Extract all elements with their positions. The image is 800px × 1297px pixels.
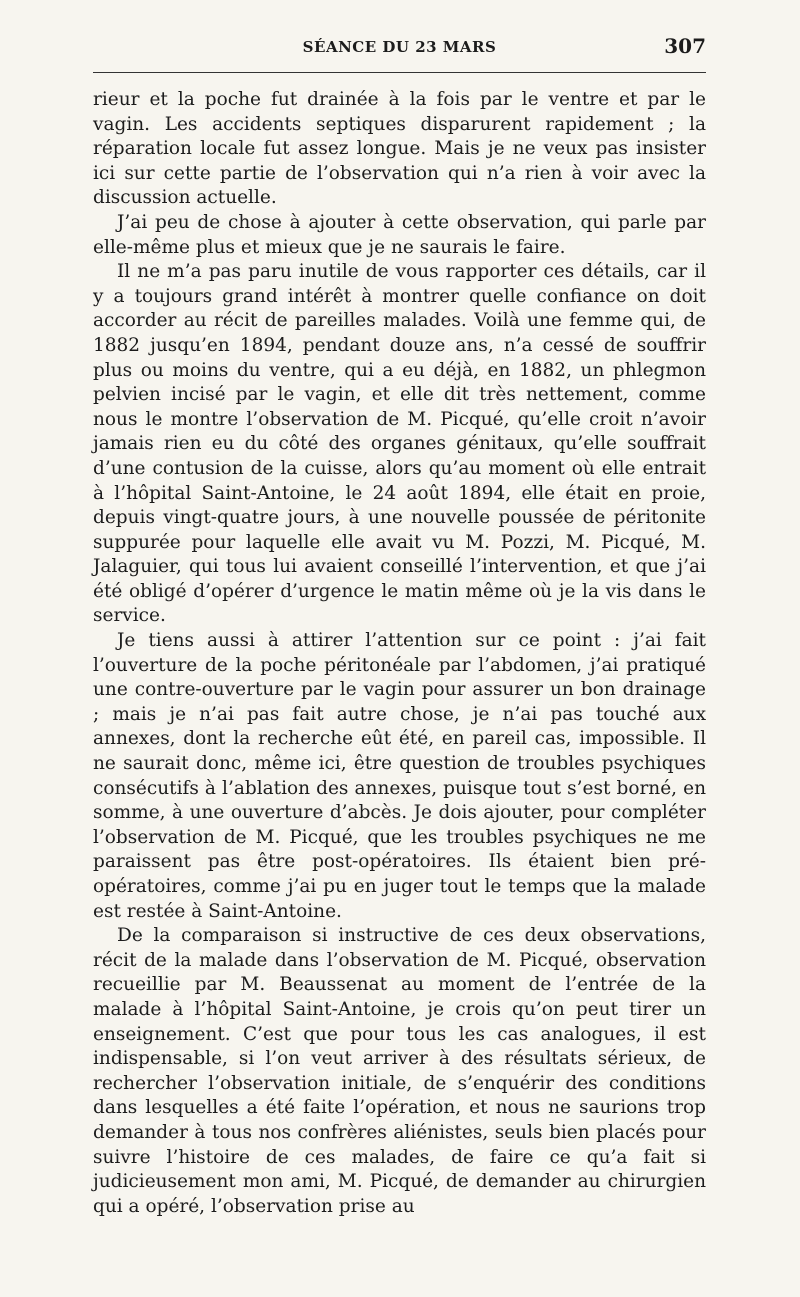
paragraph: J’ai peu de chose à ajouter à cette observation, qui parle par elle-même plus et mieux que je ne saurais le faire. xyxy=(93,211,706,258)
header-rule xyxy=(93,72,706,73)
body-text xyxy=(93,88,706,1219)
page-number: 307 xyxy=(664,34,706,58)
paragraph: rieur et la poche fut drainée à la fois par le ventre et par le vagin. Les accidents septiques disparurent rapidement ; la réparation locale fut assez longue. Mais je ne veux pas insister ici sur cette partie de l’observation qui n’a rien à voir avec la discussion actuelle. xyxy=(93,89,706,209)
page-header xyxy=(93,32,706,62)
paragraph: De la comparaison si instructive de ces deux observations, récit de la malade dans l’observation de M. Picqué, observation recueillie par M. Beaussenat au moment de l’entrée de la malade à l’hôpital Saint-Antoine, je crois qu’on peut tirer un enseignement. C’est que pour tous les cas analogues, il est indispensable, si l’on veut arriver à des résultats sérieux, de rechercher l’observation initiale, de s’enquérir des conditions dans lesquelles a été faite l’opération, et nous ne saurions trop demander à tous nos confrères aliénistes, seuls bien placés pour suivre l’histoire de ces malades, de faire ce qu’a fait si judicieusement mon ami, M. Picqué, de demander au chirurgien qui a opéré, l’observation prise au xyxy=(93,925,706,1217)
running-title: SÉANCE DU 23 MARS xyxy=(302,38,497,56)
paragraph: Je tiens aussi à attirer l’attention sur ce point : j’ai fait l’ouverture de la poche péritonéale par l’abdomen, j’ai pratiqué une contre-ouverture par le vagin pour assurer un bon drainage ; mais je n’ai pas fait autre chose, je n’ai pas touché aux annexes, dont la recherche eût été, en pareil cas, impossible. Il ne saurait donc, même ici, être question de troubles psychiques consécutifs à l’ablation des annexes, puisque tout s’est borné, en somme, à une ouverture d’abcès. Je dois ajouter, pour compléter l’observation de M. Picqué, que les troubles psychiques ne me paraissent pas être post-opératoires. Ils étaient bien pré-opératoires, comme j’ai pu en juger tout le temps que la malade est restée à Saint-Antoine. xyxy=(93,630,706,922)
paragraph: Il ne m’a pas paru inutile de vous rapporter ces détails, car il y a toujours grand intérêt à montrer quelle confiance on doit accorder au récit de pareilles malades. Voilà une femme qui, de 1882 jusqu’en 1894, pendant douze ans, n’a cessé de souffrir plus ou moins du ventre, qui a eu déjà, en 1882, un phlegmon pelvien incisé par le vagin, et elle dit très nettement, comme nous le montre l’observation de M. Picqué, qu’elle croit n’avoir jamais rien eu du côté des organes génitaux, qu’elle souffrait d’une contusion de la cuisse, alors qu’au moment où elle entrait à l’hôpital Saint-Antoine, le 24 août 1894, elle était en proie, depuis vingt-quatre jours, à une nouvelle poussée de péritonite suppurée pour laquelle elle avait vu M. Pozzi, M. Picqué, M. Jalaguier, qui tous lui avaient conseillé l’intervention, et que j’ai été obligé d’opérer d’urgence le matin même où je la vis dans le service. xyxy=(93,261,706,627)
